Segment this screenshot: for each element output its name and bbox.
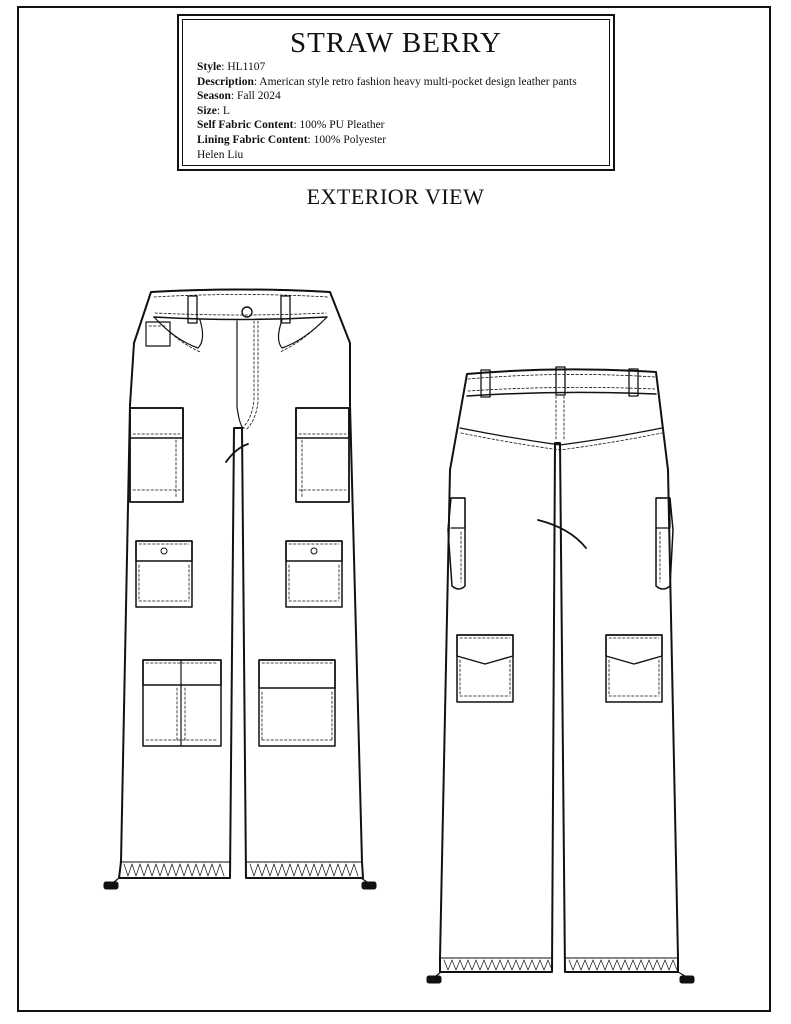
front-pocket-stitch bbox=[158, 321, 323, 352]
spec-size-value: : L bbox=[216, 104, 230, 117]
back-hem-gathers bbox=[444, 960, 677, 970]
back-patch-pocket-left bbox=[457, 635, 513, 702]
front-pocket-opening-right bbox=[279, 317, 328, 348]
spec-style-label: Style bbox=[197, 61, 222, 73]
front-waistband-stitch bbox=[154, 295, 328, 316]
front-pants-outline bbox=[119, 290, 363, 879]
back-cord-right bbox=[678, 972, 685, 976]
back-belt-loop-right bbox=[629, 369, 638, 396]
spec-lining-fabric-value: : 100% Polyester bbox=[307, 133, 387, 146]
back-yoke-stitch bbox=[461, 433, 662, 450]
spec-size-label: Size bbox=[197, 104, 217, 117]
back-belt-loop-center bbox=[556, 367, 565, 395]
back-patch-pocket-right bbox=[606, 635, 662, 702]
front-cord-stopper-left bbox=[104, 882, 118, 889]
front-waistband-bottom bbox=[154, 317, 327, 320]
front-lower-pocket-left bbox=[143, 660, 221, 746]
spec-designer: Helen Liu bbox=[197, 148, 244, 161]
view-title: EXTERIOR VIEW bbox=[306, 184, 485, 209]
back-cord-stopper-right bbox=[680, 976, 694, 983]
front-lower-pocket-right bbox=[259, 660, 335, 746]
spec-style-value: : HL1107 bbox=[221, 61, 266, 73]
back-seat-curve bbox=[538, 520, 586, 548]
front-waist-button-icon bbox=[242, 307, 252, 317]
brand-name: STRAW BERRY bbox=[290, 27, 502, 59]
spec-description-value: : American style retro fashion heavy multi-pocket design leather pants bbox=[253, 75, 577, 88]
front-crease-curve bbox=[226, 444, 248, 462]
spec-description-label: Description bbox=[197, 75, 254, 88]
back-pants-outline bbox=[440, 369, 678, 972]
front-view-pants bbox=[104, 290, 376, 890]
front-middle-pocket-left bbox=[136, 541, 192, 607]
front-cord-left bbox=[114, 878, 119, 882]
front-fly bbox=[237, 321, 244, 428]
front-cord-right bbox=[361, 878, 367, 882]
front-cord-stopper-right bbox=[362, 882, 376, 889]
back-cord-stopper-left bbox=[427, 976, 441, 983]
spec-self-fabric-value: : 100% PU Pleather bbox=[293, 119, 385, 132]
spec-self-fabric-label: Self Fabric Content bbox=[197, 119, 294, 132]
back-cord-left bbox=[436, 972, 441, 976]
back-view-pants bbox=[427, 367, 694, 983]
front-upper-cargo-pocket-right bbox=[296, 408, 349, 502]
front-upper-cargo-pocket-left bbox=[130, 408, 183, 502]
back-yoke bbox=[460, 428, 662, 445]
front-middle-pocket-right bbox=[286, 541, 342, 607]
spec-lining-fabric-label: Lining Fabric Content bbox=[197, 133, 308, 146]
back-belt-loop-left bbox=[481, 370, 490, 397]
spec-season-label: Season bbox=[197, 90, 231, 103]
front-hem-gathers bbox=[124, 864, 358, 876]
front-fly-stitch bbox=[244, 321, 258, 430]
back-waistband-stitch bbox=[468, 374, 655, 391]
back-center-seam bbox=[556, 396, 564, 440]
spec-season-value: : Fall 2024 bbox=[230, 90, 281, 103]
back-side-pocket-left bbox=[448, 498, 465, 589]
